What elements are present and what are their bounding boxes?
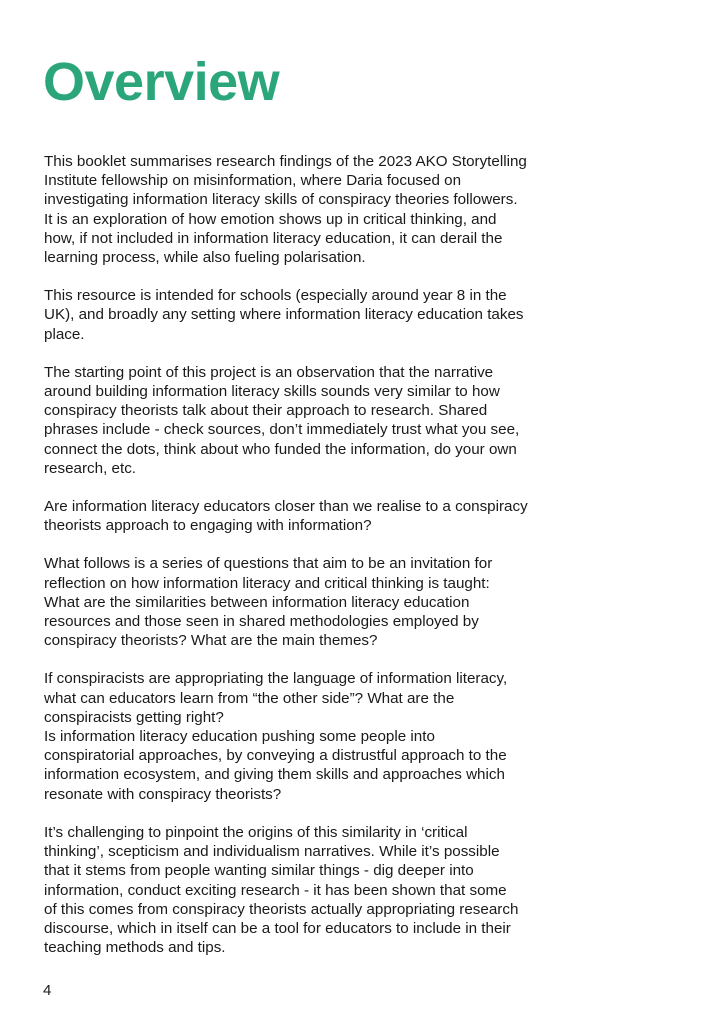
paragraph-line: learning process, while also fueling polarisation. — [44, 249, 366, 267]
paragraph — [44, 497, 564, 535]
paragraph-line: What follows is a series of questions that aim to be an invitation for — [44, 555, 493, 573]
body-text — [44, 152, 564, 976]
paragraph-line: conspiracists getting right? — [44, 708, 224, 726]
paragraph-line: place. — [44, 325, 85, 343]
paragraph-line: how, if not included in information literacy education, it can derail the — [44, 229, 503, 247]
paragraph-line: Institute fellowship on misinformation, where Daria focused on — [44, 172, 462, 190]
paragraph-line: conspiratorial approaches, by conveying a distrustful approach to the — [44, 747, 507, 765]
paragraph — [44, 554, 564, 650]
paragraph — [44, 669, 564, 803]
paragraph-line: discourse, which in itself can be a tool for educators to include in their — [44, 919, 511, 937]
page-number: 4 — [43, 982, 52, 999]
paragraph-line: reflection on how information literacy and critical thinking is taught: — [44, 574, 490, 592]
paragraph-line: If conspiracists are appropriating the language of information literacy, — [44, 670, 508, 688]
paragraph-line: It is an exploration of how emotion shows up in critical thinking, and — [44, 210, 497, 228]
paragraph-line: This booklet summarises research findings of the 2023 AKO Storytelling — [44, 153, 527, 170]
paragraph-line: conspiracy theorists? What are the main themes? — [44, 632, 378, 650]
paragraph-line: information, conduct exciting research - it has been shown that some — [44, 881, 507, 899]
paragraph-line: investigating information literacy skills of conspiracy theories followers. — [44, 191, 518, 209]
paragraph-line: It’s challenging to pinpoint the origins of this similarity in ‘critical — [44, 823, 468, 841]
paragraph-line: theorists approach to engaging with information? — [44, 517, 372, 535]
paragraph-line: resources and those seen in shared methodologies employed by — [44, 613, 479, 631]
paragraph-line: What are the similarities between information literacy education — [44, 593, 470, 611]
paragraph-line: teaching methods and tips. — [44, 939, 226, 957]
paragraph — [44, 152, 564, 267]
paragraph-line: The starting point of this project is an observation that the narrative — [44, 363, 494, 381]
paragraph — [44, 363, 564, 478]
paragraph-line: what can educators learn from “the other side”? What are the — [44, 689, 455, 707]
paragraph — [44, 823, 564, 957]
page-title: Overview — [43, 52, 280, 112]
paragraph-line: that it stems from people wanting similar things - dig deeper into — [44, 862, 474, 880]
paragraph-line: information ecosystem, and giving them skills and approaches which — [44, 766, 505, 784]
paragraph-line: Is information literacy education pushing some people into — [44, 728, 435, 746]
paragraph-line: resonate with conspiracy theorists? — [44, 785, 282, 803]
paragraph — [44, 286, 564, 344]
paragraph-line: around building information literacy skills sounds very similar to how — [44, 383, 500, 401]
paragraph-line: thinking’, scepticism and individualism narratives. While it’s possible — [44, 843, 500, 861]
paragraph-line: conspiracy theorists talk about their approach to research. Shared — [44, 402, 488, 420]
paragraph-line: research, etc. — [44, 459, 137, 477]
paragraph-line: Are information literacy educators closer than we realise to a conspiracy — [44, 498, 528, 516]
paragraph-line: of this comes from conspiracy theorists actually appropriating research — [44, 900, 519, 918]
paragraph-line: UK), and broadly any setting where information literacy education takes — [44, 306, 524, 324]
paragraph-line: phrases include - check sources, don’t immediately trust what you see, — [44, 421, 520, 439]
paragraph-line: connect the dots, think about who funded the information, do your own — [44, 440, 517, 458]
paragraph-line: This resource is intended for schools (especially around year 8 in the — [44, 287, 507, 305]
